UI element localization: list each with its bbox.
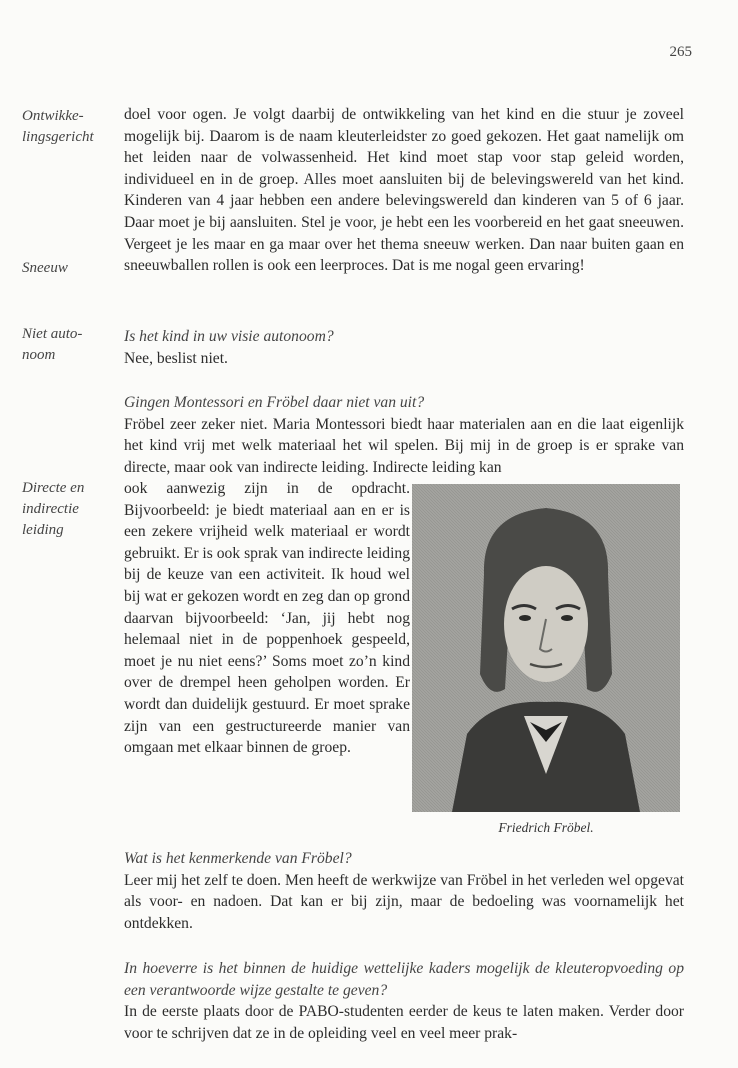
paragraph-1: doel voor ogen. Je volgt daarbij de ontwikkeling van het kind en die stuur je zoveel mogelijk bij. Daarom is de naam kleuterleidster zo goed gekozen. Het gaat namelijk om het leiden naar de volwassenheid. Het kind moet stap voor stap geleid worden, individueel en in de groep. Alles moet aansluiten bij de belevingswereld van het kind. Kinderen van 4 jaar hebben een andere belevingswereld dan kinderen van 5 of 6 jaar. Daar moet je bij aansluiten. Stel je voor, je hebt een les voorbereid en het gaat sneeuwen. Vergeet je les maar en ga maar over het thema sneeuw werken. Dan naar buiten gaan en sneeuwballen rollen is ook een leerproces. Dat is me nogal geen ervaring! <box>124 106 684 275</box>
question-wettelijke-kaders: In hoeverre is het binnen de huidige wettelijke kaders mogelijk de kleuteropvoeding op een verantwoorde wijze gestalte te geven? <box>124 960 684 999</box>
qa-montessori <box>124 392 684 478</box>
answer-montessori-full: Fröbel zeer zeker niet. Maria Montessori biedt haar materialen aan en die laat eigenlijk het kind vrij met welk materiaal het wil spelen. Bij mij in de groep is er sprake van directe, maar ook van indirecte leiding. Indirecte leiding kan <box>124 415 684 476</box>
answer-autonomy: Nee, beslist niet. <box>124 349 228 367</box>
margin-note-niet-autonoom: Niet auto- noom <box>22 326 83 363</box>
answer-montessori-wrapped: ook aanwezig zijn in de opdracht. Bijvoorbeeld: je biedt materiaal aan en er is een zekere vrijheid welk materiaal er wordt gebruikt. Er is ook sprak van indirecte leiding bij de keuze van een activiteit. Ik houd wel bij wat er gekozen wordt en zeg dan op grond daarvan bijvoorbeeld: ‘Jan, jij hebt nog helemaal niet in de poppenhoek gespeeld, moet je nu niet eens?’ Soms moet zo’n kind over de drempel heen geholpen worden. Er wordt dan duidelijk gestuurd. Er moet sprake zijn van een gestructureerde manier van omgaan met elkaar binnen de groep. <box>124 480 410 757</box>
page-number: 265 <box>669 44 692 60</box>
qa-autonomy <box>124 326 684 369</box>
margin-note-directe-leiding: Directe en indirectie leiding <box>22 480 85 538</box>
qa-kenmerkende <box>124 848 684 934</box>
image-caption: Friedrich Fröbel. <box>498 820 594 835</box>
portrait-image <box>412 484 680 812</box>
qa-wettelijke-kaders <box>124 958 684 1044</box>
question-montessori: Gingen Montessori en Fröbel daar niet van uit? <box>124 394 425 411</box>
margin-note-ontwikkelingsgericht: Ontwikke- lingsgericht <box>22 108 94 145</box>
margin-note-sneeuw: Sneeuw <box>22 260 68 276</box>
answer-wettelijke-kaders: In de eerste plaats door de PABO-studenten eerder de keus te laten maken. Verder door voor te schrijven dat ze in de opleiding veel en veel meer prak- <box>124 1003 684 1042</box>
question-autonomy: Is het kind in uw visie autonoom? <box>124 328 334 345</box>
question-kenmerkende: Wat is het kenmerkende van Fröbel? <box>124 850 352 867</box>
answer-kenmerkende: Leer mij het zelf te doen. Men heeft de werkwijze van Fröbel in het verleden wel opgevat als voor- en nadoen. Dat kan er bij zijn, maar de bedoeling was voornamelijk het ontdekken. <box>124 871 684 932</box>
